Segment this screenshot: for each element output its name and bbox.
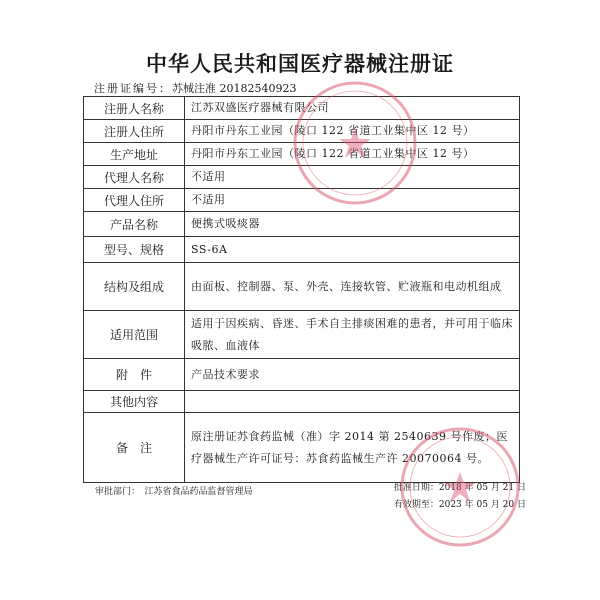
row-key: 生产地址: [84, 143, 185, 166]
table-row: [84, 311, 520, 359]
row-value: 丹阳市丹东工业园（陵口 122 省道工业集中区 12 号）: [185, 120, 520, 143]
table-row: [84, 212, 520, 237]
table-row: [84, 263, 520, 311]
certificate-table: [83, 96, 520, 483]
table-row: [84, 189, 520, 212]
row-value: 产品技术要求: [185, 359, 520, 391]
row-value: 原注册证苏食药监械（准）字 2014 第 2540639 号作废；医疗器械生产许可证号：苏食药监械生产许 20070064 号。: [185, 413, 520, 483]
row-key: 型号、规格: [84, 237, 185, 263]
row-value: [185, 391, 520, 413]
table-row: [84, 120, 520, 143]
row-value: 不适用: [185, 189, 520, 212]
row-key: 结构及组成: [84, 263, 185, 311]
registration-number: [94, 80, 296, 96]
table-row: [84, 391, 520, 413]
row-key: 其他内容: [84, 391, 185, 413]
row-value: 便携式吸痰器: [185, 212, 520, 237]
table-row: [84, 413, 520, 483]
registration-number-value: 苏械注准 20182540923: [172, 82, 297, 95]
certificate-title: 中华人民共和国医疗器械注册证: [146, 51, 454, 76]
row-value: 丹阳市丹东工业园（陵口 122 省道工业集中区 12 号）: [185, 143, 520, 166]
dates-block: [394, 480, 526, 514]
row-key: 代理人住所: [84, 189, 185, 212]
row-key: 附 件: [84, 359, 185, 391]
approval-date: 批准日期：2018 年 05 月 21 日: [393, 483, 526, 493]
table-row: [84, 359, 520, 391]
row-value: 江苏双盛医疗器械有限公司: [185, 97, 520, 120]
table-row: [84, 237, 520, 263]
row-value: 适用于因疾病、昏迷、手术自主排痰困难的患者，并可用于临床吸脓、血液体: [185, 311, 520, 359]
row-key: 注册人名称: [84, 97, 185, 120]
table-row: [84, 97, 520, 120]
row-value: 由面板、控制器、泵、外壳、连接软管、贮液瓶和电动机组成: [185, 263, 520, 311]
approving-authority: 审批部门： 江苏省食品药品监督管理局: [95, 487, 253, 497]
registration-number-label: 注册证编号：: [94, 82, 172, 95]
table-row: [84, 143, 520, 166]
row-key: 备 注: [84, 413, 185, 483]
row-key: 产品名称: [84, 212, 185, 237]
expiry-date: 有效期至：2023 年 05 月 20 日: [393, 500, 526, 510]
row-key: 注册人住所: [84, 120, 185, 143]
row-key: 代理人名称: [84, 166, 185, 189]
row-value: SS-6A: [185, 237, 520, 263]
table-row: [84, 166, 520, 189]
row-key: 适用范围: [84, 311, 185, 359]
row-value: 不适用: [185, 166, 520, 189]
